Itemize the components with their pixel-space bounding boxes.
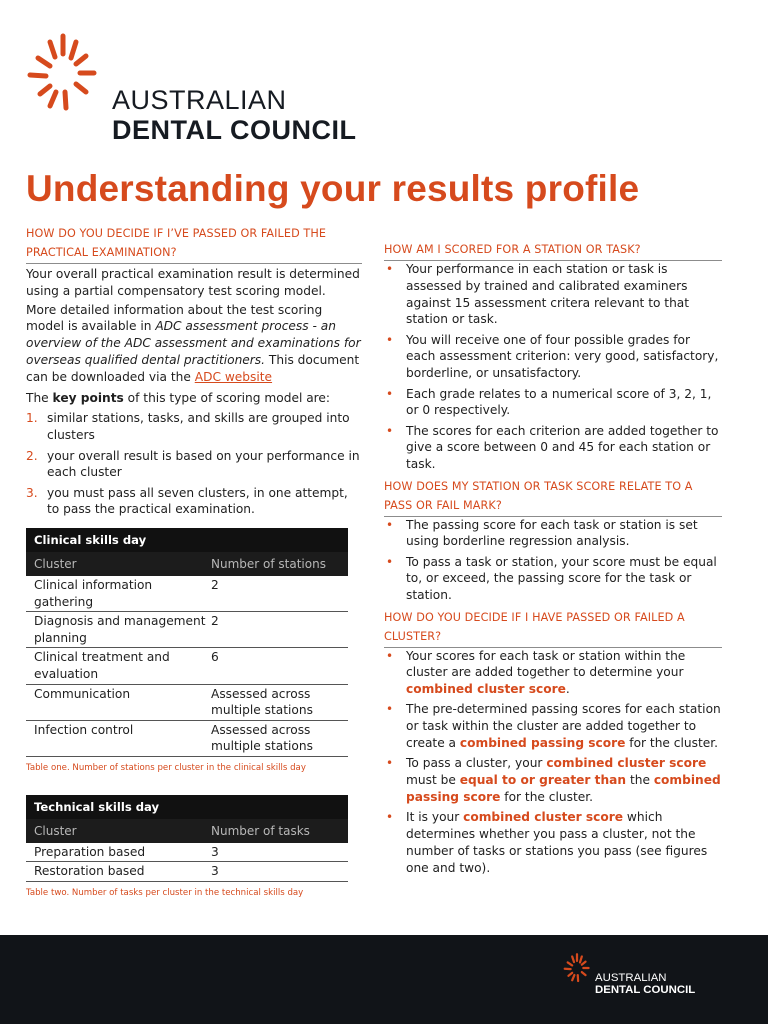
highlight-text: equal to or greater than <box>459 773 627 788</box>
table-caption: Table one. Number of stations per cluster in the clinical skills day <box>26 762 306 773</box>
adc-website-link[interactable]: ADC website <box>194 369 273 384</box>
list-item <box>384 755 722 805</box>
table-row <box>26 862 348 882</box>
bullet-icon: • <box>386 648 394 663</box>
list-item <box>384 648 722 698</box>
list-item <box>26 448 362 481</box>
text: . <box>565 682 570 697</box>
text: This document can be downloaded via the <box>26 352 360 384</box>
list-item <box>384 701 722 751</box>
text: More detailed information about the test scoring model is available in <box>26 302 323 334</box>
list-text: The passing score for each task or station is set using borderline regression analysis. <box>406 517 698 549</box>
bullet-icon: • <box>386 332 394 347</box>
list-text: your overall result is based on your performance in each cluster <box>47 448 360 480</box>
logo-wordmark <box>112 86 357 145</box>
key-points-list <box>26 410 362 518</box>
list-item <box>384 517 722 551</box>
list-item <box>384 261 722 328</box>
table-cell: 3 <box>211 864 219 879</box>
list-text: you must pass all seven clusters, in one attempt, to pass the practical examination. <box>47 485 348 517</box>
highlight-text: combined passing score <box>406 773 721 804</box>
cluster-bullets <box>384 648 722 877</box>
list-text: Each grade relates to a numerical score of 3, 2, 1, or 0 respectively. <box>406 386 712 418</box>
sunburst-logo-icon <box>561 952 593 984</box>
adc-logo <box>22 30 402 150</box>
table-cell: 6 <box>211 650 219 665</box>
text: must be <box>406 773 460 788</box>
clinical-skills-table <box>26 528 348 773</box>
list-item <box>384 386 722 420</box>
highlight-text: combined cluster score <box>546 756 707 771</box>
document-title: ADC assessment process - an overview of the ADC assessment and examinations for overseas qualified dental practitioners. <box>26 319 361 367</box>
right-column <box>384 240 722 880</box>
list-number: 1. <box>26 411 38 426</box>
table-cell: Assessed across multiple stations <box>211 686 313 718</box>
logo-line-1: AUSTRALIAN <box>112 85 287 115</box>
list-text: To pass a task or station, your score must be equal to, or exceed, the passing score for the task or station. <box>406 554 717 603</box>
list-text: similar stations, tasks, and skills are grouped into clusters <box>47 411 350 442</box>
table-row <box>26 648 348 684</box>
footer-line-1: AUSTRALIAN <box>595 972 667 984</box>
list-item <box>26 410 362 443</box>
table-header <box>26 819 348 843</box>
question-heading-passed-failed: HOW DO YOU DECIDE IF I’VE PASSED OR FAILED THE PRACTICAL EXAMINATION? <box>26 227 327 259</box>
list-text: The scores for each criterion are added together to give a score between 0 and 45 for each station or task. <box>406 423 719 472</box>
text: The <box>26 390 53 405</box>
text: It is your <box>406 810 464 825</box>
list-text: You will receive one of four possible grades for each assessment criterion: very good, satisfactory, borderline, or unsatisfactory. <box>406 332 719 381</box>
table-row <box>26 576 348 612</box>
table-cell: Assessed across multiple stations <box>211 722 313 754</box>
question-heading-scoring: HOW AM I SCORED FOR A STATION OR TASK? <box>384 243 641 256</box>
paragraph-scoring-model: Your overall practical examination result is determined using a partial compensatory test scoring model. <box>26 267 360 298</box>
list-number: 2. <box>26 448 38 463</box>
question-heading-pass-fail-mark: HOW DOES MY STATION OR TASK SCORE RELATE TO A PASS OR FAIL MARK? <box>384 479 693 512</box>
text: To pass a cluster, your <box>406 756 547 771</box>
footer-wordmark <box>595 972 695 997</box>
list-item <box>384 554 722 604</box>
text: the <box>626 773 654 788</box>
footer-logo <box>561 952 731 1002</box>
table-row <box>26 685 348 721</box>
list-item <box>384 423 722 473</box>
page-title: Understanding your results profile <box>26 168 640 209</box>
table-row <box>26 612 348 648</box>
column-header: Number of tasks <box>211 823 310 838</box>
text: Your scores for each task or station within the cluster are added together to determine your <box>406 648 686 680</box>
footer-line-2: DENTAL COUNCIL <box>595 984 696 997</box>
text: for the cluster. <box>500 789 593 804</box>
bullet-icon: • <box>386 810 394 825</box>
bullet-icon: • <box>386 554 394 569</box>
table-row <box>26 721 348 757</box>
table-cell: Preparation based <box>34 844 146 859</box>
list-number: 3. <box>26 485 38 500</box>
text: The pre-determined passing scores for each station or task within the cluster are added together to create a <box>406 702 721 751</box>
column-header: Cluster <box>34 823 77 838</box>
bullet-icon: • <box>386 386 394 401</box>
column-header: Cluster <box>34 556 77 571</box>
list-item <box>384 809 722 876</box>
list-item <box>384 332 722 382</box>
table-header <box>26 552 348 576</box>
column-header: Number of stations <box>211 556 326 571</box>
text: which determines whether you pass a cluster, not the number of tasks or stations you pass (see figures one and two). <box>406 810 708 875</box>
table-cell: Clinical information gathering <box>34 577 153 609</box>
bullet-icon: • <box>386 423 394 438</box>
bullet-icon: • <box>386 702 394 717</box>
highlight-text: combined cluster score <box>463 810 624 825</box>
table-cell: Restoration based <box>34 864 145 879</box>
technical-skills-table <box>26 795 348 898</box>
table-cell: Clinical treatment and evaluation <box>34 650 170 681</box>
table-cell: 3 <box>211 844 219 859</box>
table-cell: 2 <box>211 577 219 592</box>
table-cell: Communication <box>34 686 131 701</box>
table-title: Technical skills day <box>26 795 348 819</box>
text-bold: key points <box>52 390 124 405</box>
bullet-icon: • <box>386 756 394 771</box>
pass-mark-bullets <box>384 517 722 604</box>
table-cell: Diagnosis and management planning <box>34 614 206 645</box>
paragraph-more-info <box>26 302 362 386</box>
key-points-intro <box>26 390 362 407</box>
highlight-text: combined passing score <box>459 736 626 751</box>
divider <box>26 263 362 264</box>
footer-band <box>0 935 768 1024</box>
logo-line-2: DENTAL COUNCIL <box>112 115 357 145</box>
list-text: Your performance in each station or task is assessed by trained and calibrated examiners against 15 assessment critera relevant to that station or task. <box>406 262 690 327</box>
list-item <box>26 485 362 518</box>
highlight-text: combined cluster score <box>406 682 566 697</box>
question-heading-cluster: HOW DO YOU DECIDE IF I HAVE PASSED OR FAILED A CLUSTER? <box>384 610 685 643</box>
table-cell: Infection control <box>34 722 134 737</box>
scoring-bullets <box>384 261 722 473</box>
sunburst-logo-icon <box>22 30 104 116</box>
table-title: Clinical skills day <box>26 528 348 552</box>
text: for the cluster. <box>625 736 719 751</box>
table-row <box>26 843 348 863</box>
left-column <box>26 224 362 898</box>
table-caption: Table two. Number of tasks per cluster in the technical skills day <box>26 888 304 899</box>
bullet-icon: • <box>386 262 394 276</box>
bullet-icon: • <box>386 517 394 532</box>
table-cell: 2 <box>211 614 219 629</box>
text: of this type of scoring model are: <box>123 390 331 405</box>
